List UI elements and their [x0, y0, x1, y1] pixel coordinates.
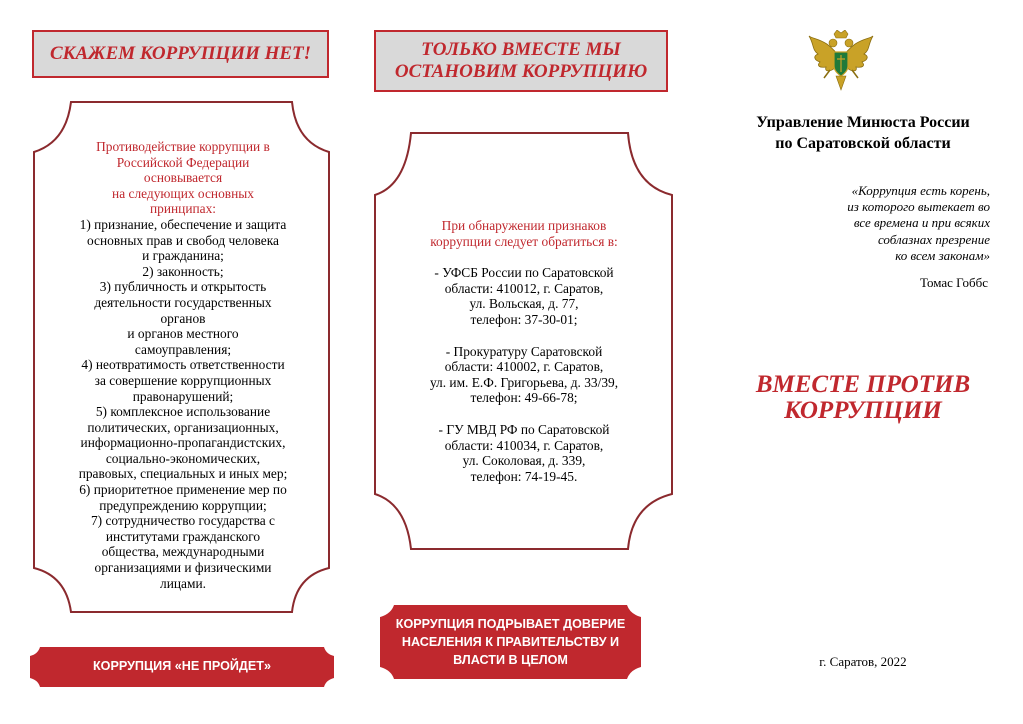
contact-line: - Прокуратуру Саратовской — [445, 343, 603, 359]
main-slogan — [718, 372, 1008, 424]
principles-list — [40, 217, 326, 591]
principles-intro — [40, 139, 326, 217]
contact-line: ул. им. Е.Ф. Григорьева, д. 33/39, — [429, 374, 619, 390]
panel1-body — [40, 139, 326, 591]
quote-line: все времена и при всяких — [853, 215, 990, 231]
org-line: Управление Минюста России — [756, 114, 970, 131]
principle-line: политических, организационных, — [87, 419, 279, 435]
panel2-header-line: ОСТАНОВИМ КОРРУПЦИЮ — [394, 61, 648, 82]
contact-mvd — [384, 422, 664, 484]
intro-line: Противодействие коррупции в — [96, 139, 270, 154]
panel2-header-line: ТОЛЬКО ВМЕСТЕ МЫ — [421, 39, 621, 60]
principle-line: лицами. — [160, 575, 206, 591]
principle-line: 4) неотвратимость ответственности — [81, 357, 285, 373]
quote-line: «Коррупция есть корень, — [851, 183, 990, 198]
city-year: г. Саратов, 2022 — [819, 654, 907, 669]
contacts-intro — [384, 218, 664, 249]
org-line: по Саратовской области — [775, 135, 951, 152]
panel1-banner-text: КОРРУПЦИЯ «НЕ ПРОЙДЕТ» — [92, 659, 271, 673]
panel2-banner-line: КОРРУПЦИЯ ПОДРЫВАЕТ ДОВЕРИЕ — [395, 617, 626, 631]
double-headed-eagle-emblem — [808, 30, 874, 92]
principle-line: информационно-пропагандистских, — [80, 435, 286, 451]
principle-line: деятельности государственных — [94, 294, 272, 310]
organization-name — [718, 112, 1008, 154]
contact-line: телефон: 49-66-78; — [470, 390, 578, 406]
quote-line: из которого вытекает во — [847, 199, 990, 215]
panel1-banner — [30, 657, 334, 675]
principle-line: социально-экономических, — [105, 450, 261, 466]
quote-author: Томас Гоббс — [919, 275, 988, 290]
panel2-banner — [380, 615, 641, 669]
panel1-header — [32, 30, 329, 78]
principle-line: 1) признание, обеспечение и защита — [79, 216, 287, 232]
intro-line: При обнаружении признаков — [441, 218, 607, 233]
slogan-line: КОРРУПЦИИ — [784, 397, 942, 424]
principle-line: и органов местного — [127, 326, 239, 342]
contact-line: - УФСБ России по Саратовской — [434, 265, 614, 281]
contact-line: телефон: 37-30-01; — [470, 311, 578, 327]
intro-line: принципах: — [149, 201, 217, 217]
contact-line: области: 410034, г. Саратов, — [444, 437, 604, 453]
panel2-body — [384, 218, 664, 484]
panel2-banner-line: НАСЕЛЕНИЯ К ПРАВИТЕЛЬСТВУ И — [401, 635, 620, 649]
principle-line: 2) законность; — [142, 263, 224, 279]
contact-line: телефон: 74-19-45. — [470, 468, 578, 484]
principle-line: 3) публичность и открытость — [99, 279, 267, 295]
intro-line: коррупции следует обратиться в: — [430, 233, 618, 249]
contact-ufsb — [384, 265, 664, 327]
principle-line: институтами гражданского — [105, 528, 261, 544]
principle-line: предупреждению коррупции; — [99, 497, 267, 513]
intro-line: основывается — [143, 170, 223, 186]
slogan-line: ВМЕСТЕ ПРОТИВ — [755, 371, 971, 398]
panel2-header — [374, 30, 668, 92]
principle-line: органов — [160, 310, 206, 326]
principle-line: самоуправления; — [134, 341, 232, 357]
contact-line: ул. Вольская, д. 77, — [469, 296, 579, 312]
principle-line: организациями и физическими — [94, 560, 272, 576]
quote-line: соблазнах презрение — [877, 231, 990, 247]
contact-line: ул. Соколовая, д. 339, — [462, 453, 586, 469]
quote-line: ко всем законам» — [895, 247, 990, 263]
principle-line: общества, международными — [101, 544, 265, 560]
contact-line: - ГУ МВД РФ по Саратовской — [438, 421, 610, 437]
principle-line: основных прав и свобод человека — [87, 232, 279, 248]
principle-line: 6) приоритетное применение мер по — [79, 482, 287, 498]
contact-prosecutor — [384, 344, 664, 406]
panel1-header-text: СКАЖЕМ КОРРУПЦИИ НЕТ! — [49, 43, 312, 64]
principle-line: правовых, специальных и иных мер; — [78, 466, 288, 482]
principle-line: 7) сотрудничество государства с — [90, 513, 275, 529]
intro-line: на следующих основных — [112, 185, 254, 201]
hobbes-quote — [790, 183, 990, 264]
intro-line: Российской Федерации — [116, 154, 250, 170]
contact-line: области: 410012, г. Саратов, — [444, 280, 604, 296]
contact-line: области: 410002, г. Саратов, — [444, 359, 604, 375]
principle-line: правонарушений; — [132, 388, 234, 404]
panel2-banner-line: ВЛАСТИ В ЦЕЛОМ — [453, 653, 568, 667]
principle-line: 5) комплексное использование — [95, 404, 271, 420]
principle-line: и гражданина; — [142, 248, 224, 264]
principle-line: за совершение коррупционных — [94, 372, 272, 388]
